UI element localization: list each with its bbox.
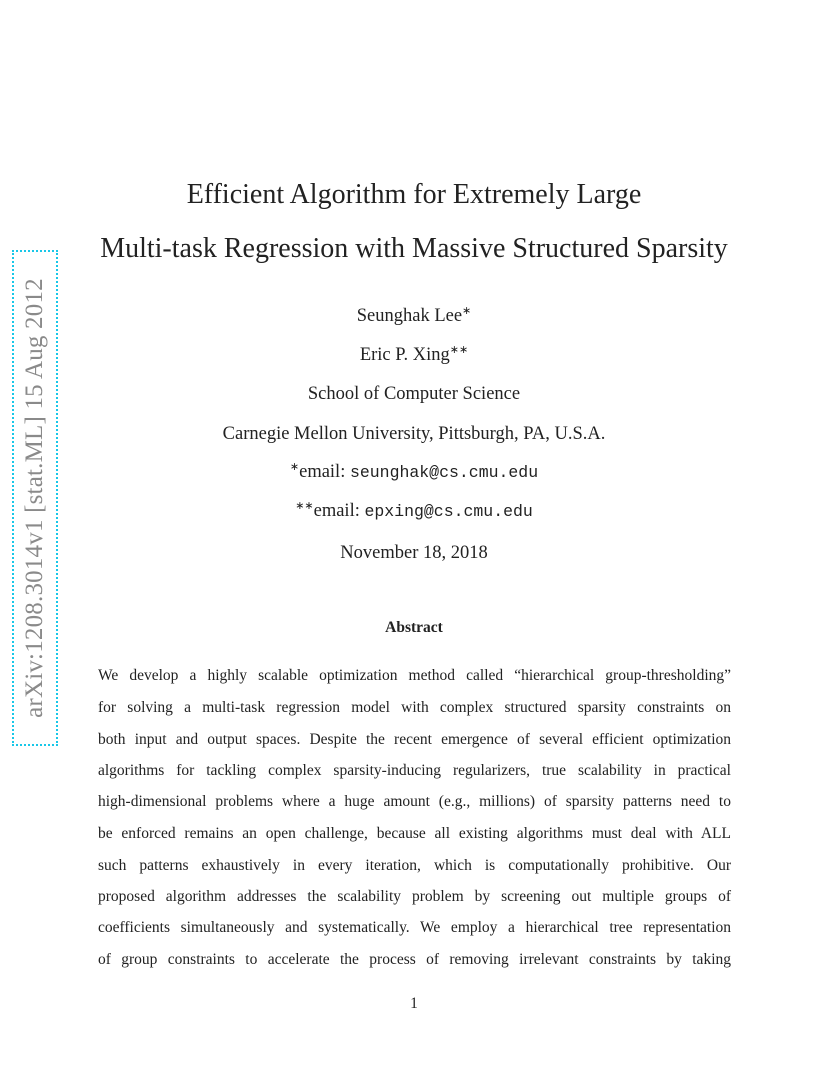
author-name: Eric P. Xing (359, 345, 450, 365)
email-footnote-mark: ∗∗ (295, 500, 314, 512)
abstract-line: high-dimensional problems where a huge amount (e.g., millions) of sparsity patterns need to (98, 793, 731, 810)
email-footnote-mark: ∗ (289, 461, 300, 473)
email-address-epxing[interactable]: epxing@cs.cmu.edu (364, 502, 533, 521)
abstract-line: such patterns exhaustively in every iteration, which is computationally prohibitive. Our (98, 857, 731, 874)
abstract-line: We develop a highly scalable optimization method called “hierarchical group-thresholding” (98, 667, 731, 684)
affiliation-university: Carnegie Mellon University, Pittsburgh, PA, U.S.A. (222, 424, 606, 444)
abstract-line: both input and output spaces. Despite the recent emergence of several efficient optimization (98, 731, 731, 748)
abstract-line: of group constraints to accelerate the process of removing irrelevant constraints by taking (98, 951, 731, 968)
author-eric-xing (0, 345, 828, 366)
author-footnote-mark: ∗ (462, 305, 472, 317)
abstract-heading: Abstract (385, 619, 443, 636)
paper-title-line-1: Efficient Algorithm for Extremely Large (186, 179, 642, 210)
abstract-line: coefficients simultaneously and systematically. We employ a hierarchical tree representation (98, 919, 731, 936)
email-line-1 (0, 462, 828, 483)
abstract-line: for solving a multi-task regression model with complex structured sparsity constraints on (98, 699, 731, 716)
paper-date: November 18, 2018 (340, 543, 488, 563)
arxiv-identifier[interactable]: arXiv:1208.3014v1 [stat.ML] 15 Aug 2012 (21, 278, 48, 718)
abstract-line: algorithms for tackling complex sparsity-inducing regularizers, true scalability in practical (98, 762, 731, 779)
email-address-seunghak[interactable]: seunghak@cs.cmu.edu (349, 463, 539, 482)
author-seunghak-lee (0, 306, 828, 327)
email-label: email: (313, 501, 360, 521)
author-footnote-mark: ∗∗ (449, 344, 469, 356)
email-label: email: (299, 462, 346, 482)
affiliation-school: School of Computer Science (307, 384, 521, 404)
paper-title-line-2: Multi-task Regression with Massive Structured Sparsity (100, 233, 728, 264)
abstract-line: be enforced remains an open challenge, because all existing algorithms must deal with ALL (98, 825, 731, 842)
author-name: Seunghak Lee (356, 306, 463, 326)
page-number: 1 (410, 995, 418, 1012)
abstract-line: proposed algorithm addresses the scalability problem by screening out multiple groups of (98, 888, 731, 905)
email-line-2 (0, 501, 828, 522)
